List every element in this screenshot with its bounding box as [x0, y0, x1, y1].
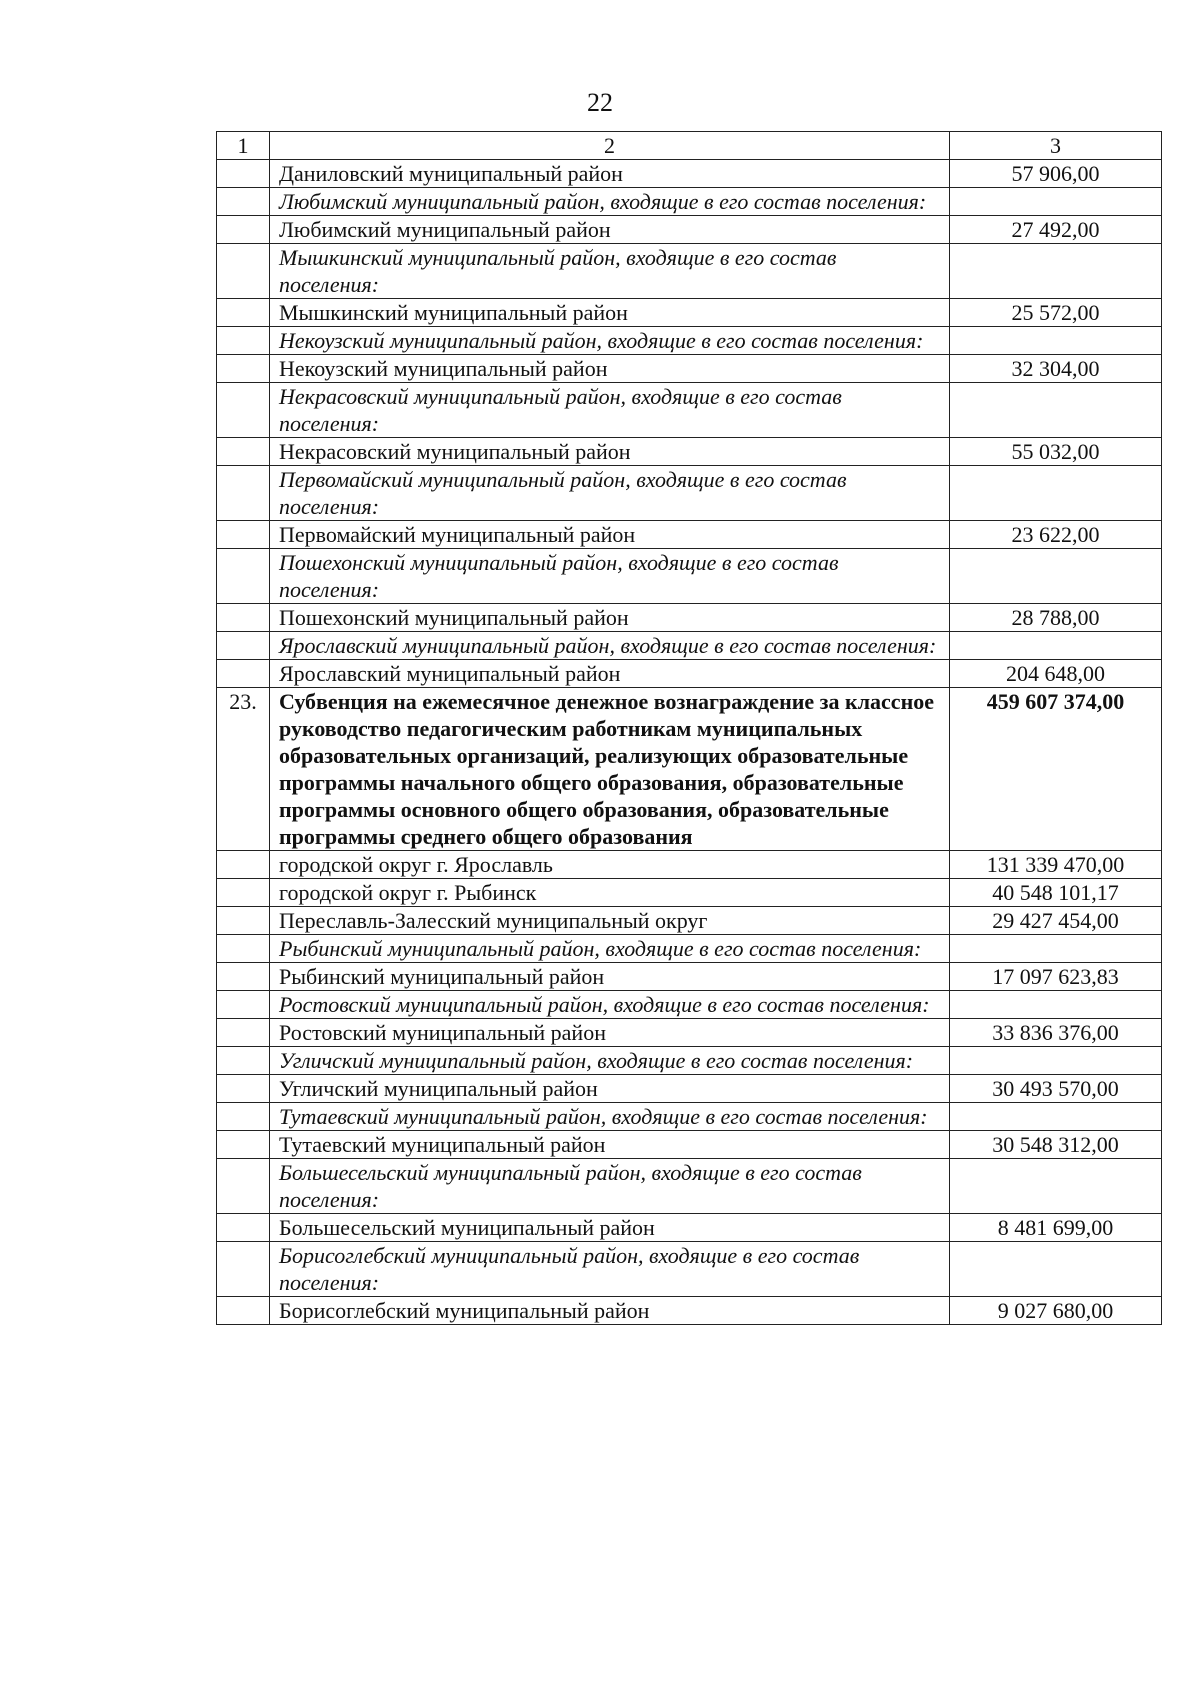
group-amount [950, 549, 1162, 604]
row-number-cell [217, 907, 270, 935]
group-name: Большесельский муниципальный район, входящие в его состав поселения: [270, 1159, 950, 1214]
row-name: городской округ г. Рыбинск [270, 879, 950, 907]
group-row [217, 632, 1162, 660]
table-row [217, 879, 1162, 907]
row-amount: 23 622,00 [950, 521, 1162, 549]
group-name: Ярославский муниципальный район, входящие в его состав поселения: [270, 632, 950, 660]
row-number-cell [217, 1297, 270, 1325]
row-name: Некоузский муниципальный район [270, 355, 950, 383]
section-23-number: 23. [217, 688, 270, 851]
row-number-cell [217, 466, 270, 521]
group-name: Угличский муниципальный район, входящие в его состав поселения: [270, 1047, 950, 1075]
row-name: городской округ г. Ярославль [270, 851, 950, 879]
budget-table-body [217, 132, 1162, 1325]
row-name: Пошехонский муниципальный район [270, 604, 950, 632]
row-number-cell [217, 1131, 270, 1159]
section-23-row [217, 688, 1162, 851]
row-number-cell [217, 160, 270, 188]
table-row [217, 1297, 1162, 1325]
row-amount: 30 548 312,00 [950, 1131, 1162, 1159]
row-number-cell [217, 963, 270, 991]
header-col-1: 1 [217, 132, 270, 160]
group-row [217, 383, 1162, 438]
row-amount: 28 788,00 [950, 604, 1162, 632]
row-number-cell [217, 299, 270, 327]
table-row [217, 963, 1162, 991]
row-name: Ярославский муниципальный район [270, 660, 950, 688]
row-number-cell [217, 438, 270, 466]
row-name: Большесельский муниципальный район [270, 1214, 950, 1242]
row-number-cell [217, 188, 270, 216]
row-number-cell [217, 216, 270, 244]
row-name: Любимский муниципальный район [270, 216, 950, 244]
row-amount: 27 492,00 [950, 216, 1162, 244]
row-number-cell [217, 327, 270, 355]
group-name: Пошехонский муниципальный район, входящие в его состав поселения: [270, 549, 950, 604]
group-row [217, 1047, 1162, 1075]
row-number-cell [217, 1047, 270, 1075]
row-name: Мышкинский муниципальный район [270, 299, 950, 327]
row-number-cell [217, 244, 270, 299]
row-number-cell [217, 521, 270, 549]
row-name: Рыбинский муниципальный район [270, 963, 950, 991]
row-number-cell [217, 991, 270, 1019]
row-number-cell [217, 660, 270, 688]
row-amount: 57 906,00 [950, 160, 1162, 188]
row-number-cell [217, 935, 270, 963]
row-number-cell [217, 604, 270, 632]
group-amount [950, 1159, 1162, 1214]
page-number: 22 [587, 88, 613, 117]
table-row [217, 1075, 1162, 1103]
row-amount: 30 493 570,00 [950, 1075, 1162, 1103]
table-header-row [217, 132, 1162, 160]
row-amount: 8 481 699,00 [950, 1214, 1162, 1242]
table-row [217, 299, 1162, 327]
row-name: Переславль-Залесский муниципальный округ [270, 907, 950, 935]
group-name: Первомайский муниципальный район, входящие в его состав поселения: [270, 466, 950, 521]
row-number-cell [217, 355, 270, 383]
table-row [217, 355, 1162, 383]
row-number-cell [217, 1075, 270, 1103]
row-amount: 25 572,00 [950, 299, 1162, 327]
group-amount [950, 632, 1162, 660]
group-name: Ростовский муниципальный район, входящие в его состав поселения: [270, 991, 950, 1019]
group-amount [950, 935, 1162, 963]
row-amount: 131 339 470,00 [950, 851, 1162, 879]
table-row [217, 160, 1162, 188]
row-name: Тутаевский муниципальный район [270, 1131, 950, 1159]
group-amount [950, 1103, 1162, 1131]
table-row [217, 216, 1162, 244]
row-amount: 40 548 101,17 [950, 879, 1162, 907]
group-row [217, 935, 1162, 963]
row-amount: 204 648,00 [950, 660, 1162, 688]
group-name: Борисоглебский муниципальный район, входящие в его состав поселения: [270, 1242, 950, 1297]
group-amount [950, 383, 1162, 438]
group-amount [950, 244, 1162, 299]
row-number-cell [217, 879, 270, 907]
table-row [217, 438, 1162, 466]
header-col-3: 3 [950, 132, 1162, 160]
row-name: Борисоглебский муниципальный район [270, 1297, 950, 1325]
row-name: Некрасовский муниципальный район [270, 438, 950, 466]
group-row [217, 188, 1162, 216]
group-amount [950, 991, 1162, 1019]
table-row [217, 851, 1162, 879]
group-amount [950, 188, 1162, 216]
table-row [217, 1131, 1162, 1159]
row-name: Угличский муниципальный район [270, 1075, 950, 1103]
group-row [217, 549, 1162, 604]
group-row [217, 1242, 1162, 1297]
section-23-amount: 459 607 374,00 [950, 688, 1162, 851]
row-amount: 9 027 680,00 [950, 1297, 1162, 1325]
group-amount [950, 466, 1162, 521]
row-number-cell [217, 1019, 270, 1047]
row-number-cell [217, 1242, 270, 1297]
row-amount: 29 427 454,00 [950, 907, 1162, 935]
group-amount [950, 1242, 1162, 1297]
group-name: Рыбинский муниципальный район, входящие в его состав поселения: [270, 935, 950, 963]
row-number-cell [217, 549, 270, 604]
row-name: Ростовский муниципальный район [270, 1019, 950, 1047]
section-23-title: Субвенция на ежемесячное денежное вознаграждение за классное руководство педагогическим работникам муниципальных образовательных организаций, реализующих образовательные программы начального общего образования, образовательные программы основного общего образования, образовательные программы среднего общего образования [270, 688, 950, 851]
row-number-cell [217, 383, 270, 438]
table-row [217, 521, 1162, 549]
row-number-cell [217, 632, 270, 660]
row-amount: 32 304,00 [950, 355, 1162, 383]
table-row [217, 907, 1162, 935]
group-amount [950, 1047, 1162, 1075]
row-amount: 17 097 623,83 [950, 963, 1162, 991]
row-number-cell [217, 1214, 270, 1242]
group-row [217, 1103, 1162, 1131]
table-row [217, 660, 1162, 688]
group-row [217, 244, 1162, 299]
row-number-cell [217, 1159, 270, 1214]
header-col-2: 2 [270, 132, 950, 160]
group-name: Тутаевский муниципальный район, входящие в его состав поселения: [270, 1103, 950, 1131]
table-row [217, 1019, 1162, 1047]
row-name: Даниловский муниципальный район [270, 160, 950, 188]
group-row [217, 991, 1162, 1019]
group-name: Некоузский муниципальный район, входящие в его состав поселения: [270, 327, 950, 355]
table-row [217, 604, 1162, 632]
budget-table [216, 131, 1162, 1325]
row-number-cell [217, 851, 270, 879]
group-row [217, 327, 1162, 355]
group-row [217, 466, 1162, 521]
row-name: Первомайский муниципальный район [270, 521, 950, 549]
group-name: Мышкинский муниципальный район, входящие в его состав поселения: [270, 244, 950, 299]
table-row [217, 1214, 1162, 1242]
group-row [217, 1159, 1162, 1214]
group-amount [950, 327, 1162, 355]
row-amount: 55 032,00 [950, 438, 1162, 466]
group-name: Любимский муниципальный район, входящие в его состав поселения: [270, 188, 950, 216]
row-number-cell [217, 1103, 270, 1131]
row-amount: 33 836 376,00 [950, 1019, 1162, 1047]
group-name: Некрасовский муниципальный район, входящие в его состав поселения: [270, 383, 950, 438]
